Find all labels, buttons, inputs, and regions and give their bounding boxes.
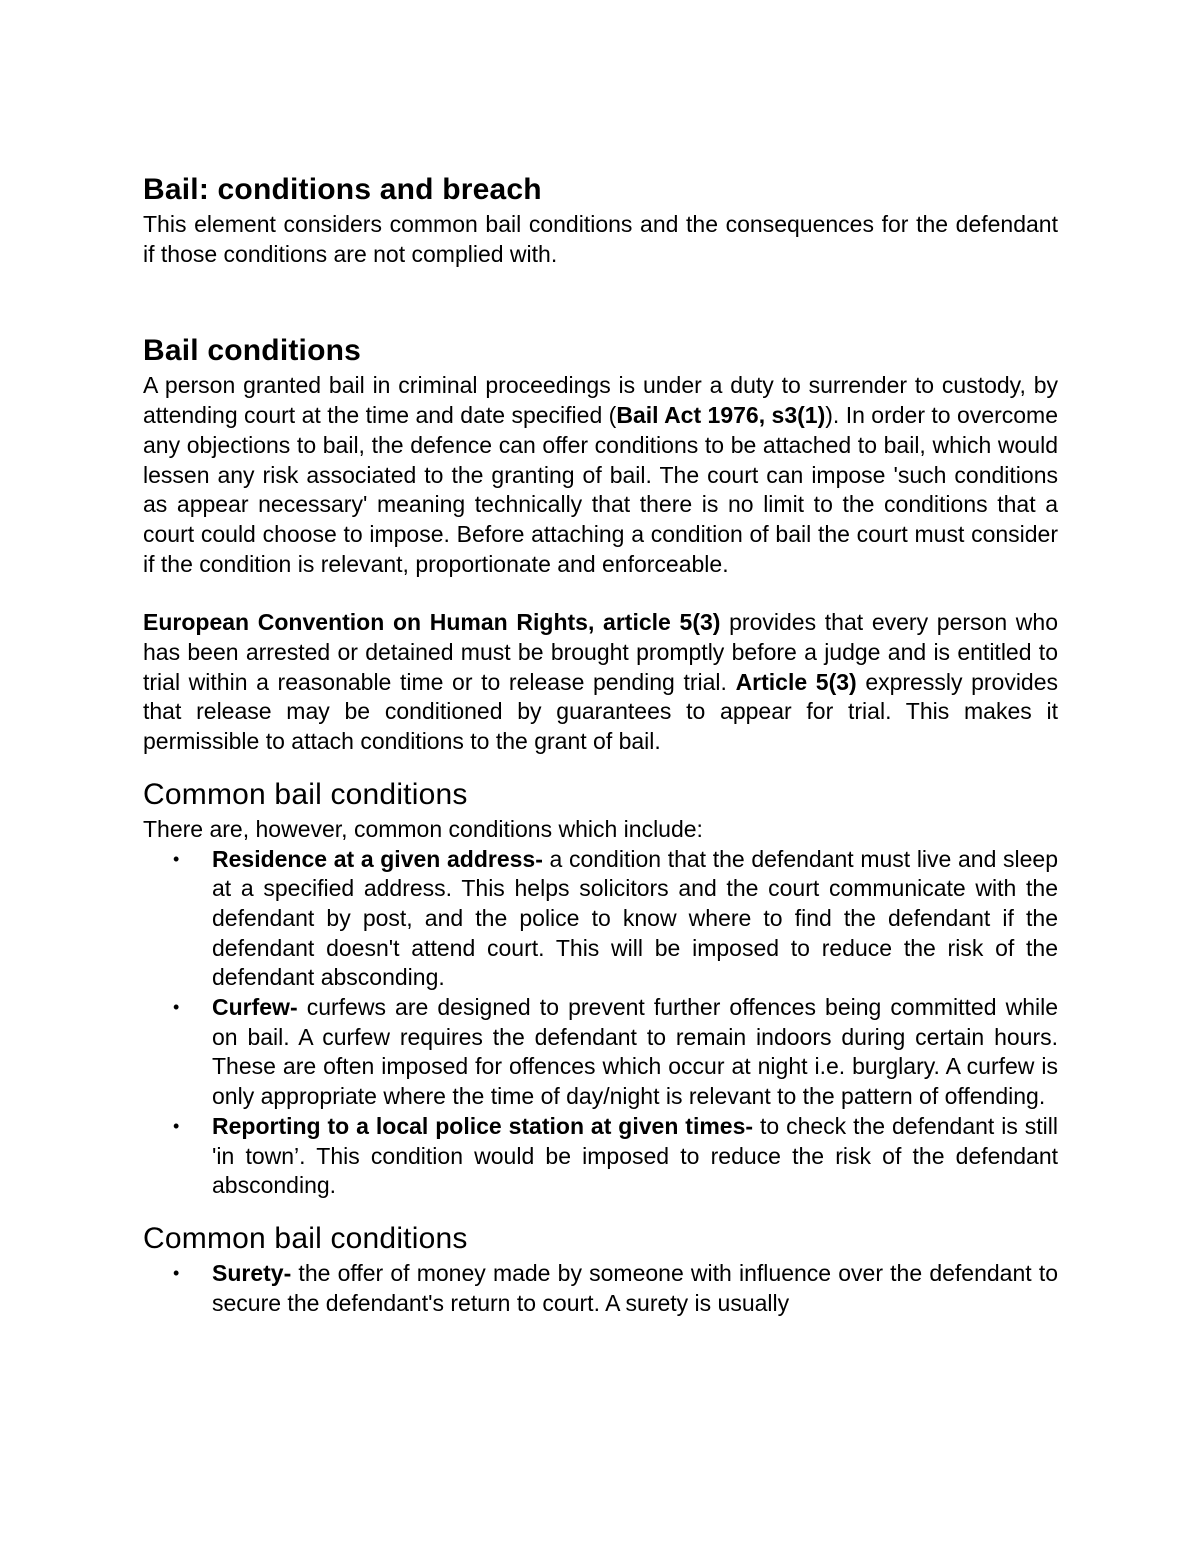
common-conditions-intro: There are, however, common conditions which include: — [143, 815, 703, 842]
spacer — [143, 757, 1058, 775]
list-item: • Residence at a given address- a condition that the defendant must live and sleep at a specified address. This helps solicitors and the court communicate with the defendant by post, and the police to know where to find the defendant if the defendant doesn't attend court. This will be imposed to reduce the risk of the defendant absconding. — [173, 845, 1058, 991]
document-title: Bail: conditions and breach — [143, 173, 542, 206]
document-page — [143, 170, 1058, 1318]
article-citation: Article 5(3) — [735, 668, 857, 695]
section-heading-bail-conditions: Bail conditions — [143, 334, 362, 368]
spacer — [143, 269, 1058, 331]
section-heading-common-bail-conditions: Common bail conditions — [143, 777, 468, 811]
spacer — [143, 579, 1058, 608]
bail-act-citation: Bail Act 1976, s3(1) — [616, 402, 826, 429]
bullet-icon: • — [173, 848, 180, 869]
echr-paragraph: European Convention on Human Rights, article 5(3) provides that every person who has been arrested or detained must be brought promptly before a judge and is entitled to trial within a reasonable time or to release pending trial. Article 5(3) expressly provides that release may be conditioned by guarantees to appear for trial. This makes it permissible to attach conditions to the grant of bail. — [143, 609, 1059, 755]
echr-citation: European Convention on Human Rights, article 5(3) — [143, 609, 721, 636]
bullet-icon: • — [173, 1262, 180, 1283]
section-heading-common-bail-conditions-2: Common bail conditions — [143, 1221, 468, 1255]
bullet-icon: • — [173, 997, 180, 1018]
surety-list — [143, 1259, 1058, 1318]
bullet-icon: • — [173, 1115, 180, 1136]
intro-paragraph: This element considers common bail conditions and the consequences for the defendant if those conditions are not complied with. — [143, 211, 1058, 267]
spacer — [143, 1201, 1058, 1219]
common-conditions-list — [143, 845, 1058, 1201]
list-item: • Reporting to a local police station at given times- to check the defendant is still 'in town’. This condition would be imposed to reduce the risk of the defendant absconding. — [173, 1112, 1058, 1199]
list-item: • Curfew- curfews are designed to prevent further offences being committed while on bail. A curfew requires the defendant to remain indoors during certain hours. These are often imposed for offences which occur at night i.e. burglary. A curfew is only appropriate where the time of day/night is relevant to the pattern of offending. — [173, 994, 1058, 1110]
bail-conditions-paragraph: A person granted bail in criminal proceedings is under a duty to surrender to custody, by attending court at the time and date specified (Bail Act 1976, s3(1)). In order to overcome any objections to bail, the defence can offer conditions to be attached to bail, which would lessen any risk associated to the granting of bail. The court can impose 'such conditions as appear necessary' meaning technically that there is no limit to the conditions that a court could choose to impose. Before attaching a condition of bail the court must consider if the condition is relevant, proportionate and enforceable. — [143, 372, 1059, 577]
list-item: • Surety- the offer of money made by someone with influence over the defendant to secure the defendant's return to court. A surety is usually — [173, 1259, 1058, 1316]
